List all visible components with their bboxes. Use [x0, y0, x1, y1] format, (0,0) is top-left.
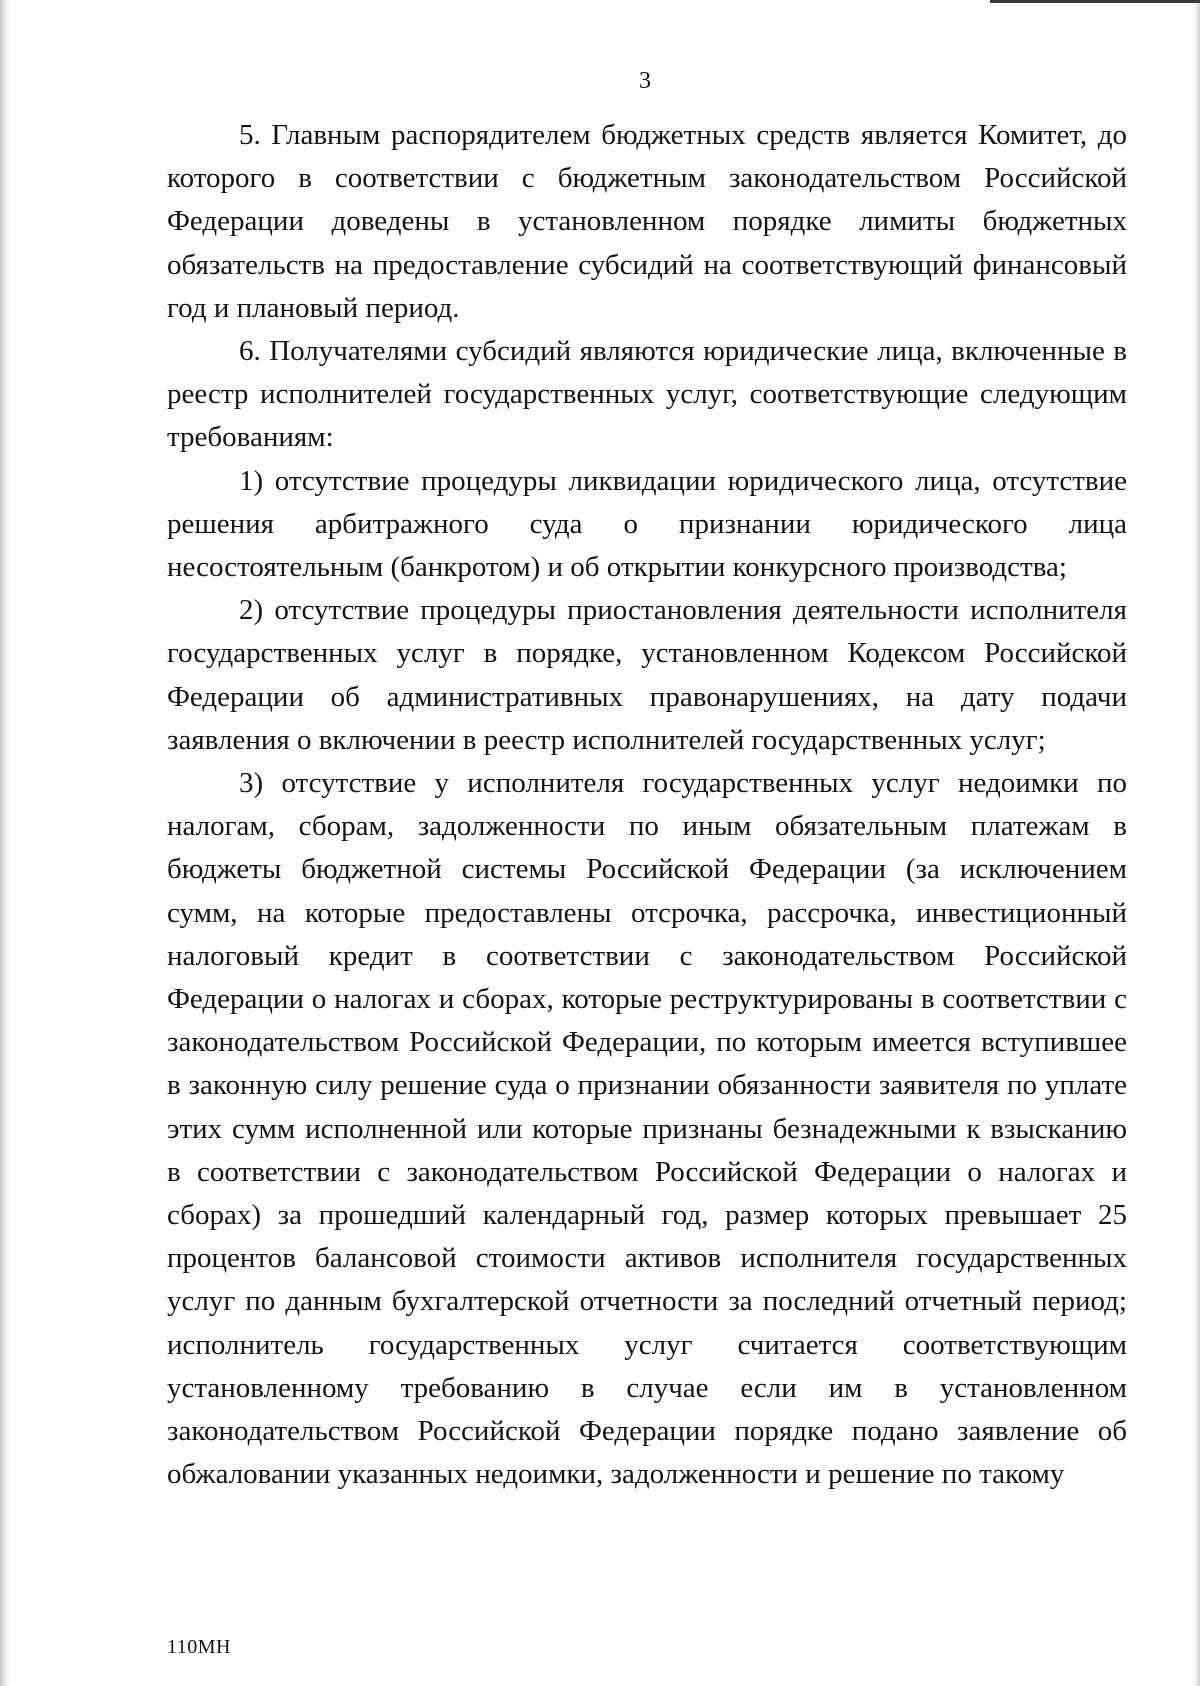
scan-edge-left	[0, 0, 10, 1686]
scan-edge-right	[1192, 0, 1200, 1686]
document-body	[167, 114, 1127, 1497]
paragraph-item-6: 6. Получателями субсидий являются юридические лица, включенные в реестр исполнителей государственных услуг, соответствующие следующим требованиям:	[167, 335, 1127, 454]
paragraph-subitem-1: 1) отсутствие процедуры ликвидации юридического лица, отсутствие решения арбитражного суда о признании юридического лица несостоятельным (банкротом) и об открытии конкурсного производства;	[167, 464, 1127, 584]
page-number: 3	[639, 68, 651, 94]
paragraph-subitem-2: 2) отсутствие процедуры приостановления деятельности исполнителя государственных услуг в порядке, установленном Кодексом Российской Федерации об административных правонарушениях, на дату подачи заявления о включении в реестр исполнителей государственных услуг;	[167, 594, 1127, 756]
scan-top-line	[990, 0, 1200, 3]
paragraph-item-5: 5. Главным распорядителем бюджетных средств является Комитет, до которого в соответствии с бюджетным законодательством Российской Федерации доведены в установленном порядке лимиты бюджетных обязательств на предоставление субсидий на соответствующий финансовый год и плановый период.	[167, 119, 1127, 324]
footer-document-code: 110МН	[167, 1636, 231, 1658]
paragraph-subitem-3: 3) отсутствие у исполнителя государственных услуг недоимки по налогам, сборам, задолженности по иным обязательным платежам в бюджеты бюджетной системы Российской Федерации (за исключением сумм, на которые предоставлены отсрочка, рассрочка, инвестиционный налоговый кредит в соответствии с законодательством Российской Федерации о налогах и сборах, которые реструктурированы в соответствии с законодательством Российской Федерации, по которым имеется вступившее в законную силу решение суда о признании обязанности заявителя по уплате этих сумм исполненной или которые признаны безнадежными к взысканию в соответствии с законодательством Российской Федерации о налогах и сборах) за прошедший календарный год, размер которых превышает 25 процентов балансовой стоимости активов исполнителя государственных услуг по данным бухгалтерской отчетности за последний отчетный период; исполнитель государственных услуг считается соответствующим установленному требованию в случае если им в установленном законодательством Российской Федерации порядке подано заявление об обжаловании указанных недоимки, задолженности и решение по такому	[167, 767, 1127, 1491]
